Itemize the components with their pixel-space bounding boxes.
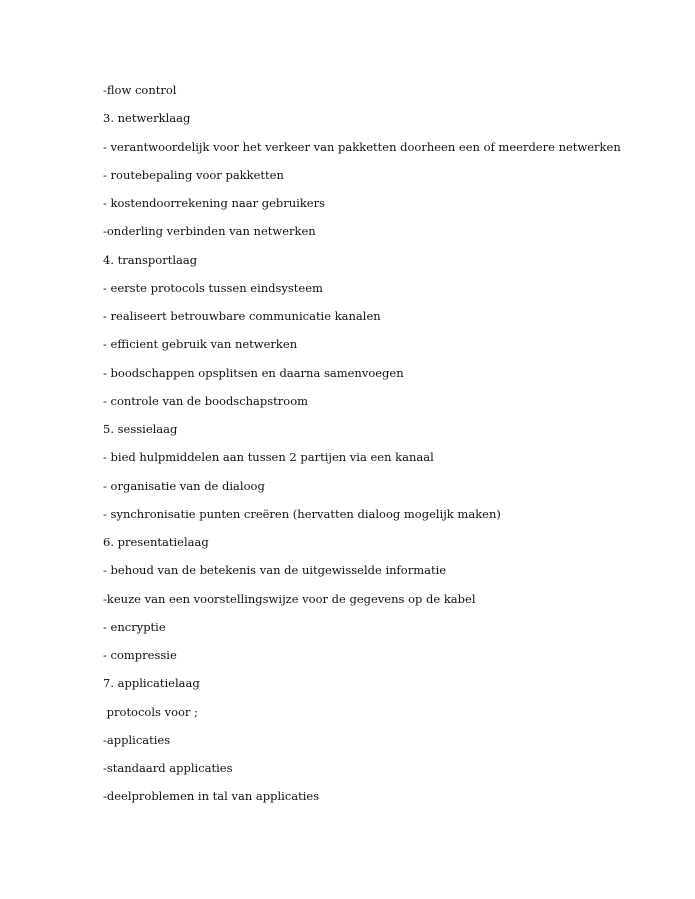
text-line: -flow control (103, 83, 177, 97)
text-line: - boodschappen opsplitsen en daarna samenvoegen (103, 365, 404, 380)
section-heading: 5. sessielaag (103, 422, 178, 436)
text-line: - bied hulpmiddelen aan tussen 2 partijen via een kanaal (103, 450, 434, 465)
text-line: - behoud van de betekenis van de uitgewisselde informatie (103, 563, 447, 578)
text-line: - verantwoordelijk voor het verkeer van pakketten doorheen een of meerdere netwerken (103, 139, 621, 154)
text-line: -deelproblemen in tal van applicaties (103, 789, 320, 804)
text-line: - kostendoorrekening naar gebruikers (103, 196, 326, 210)
text-line: - controle van de boodschapstroom (103, 393, 309, 408)
text-line: - efficient gebruik van netwerken (103, 337, 298, 352)
text-line: -keuze van een voorstellingswijze voor de gegevens op de kabel (103, 591, 476, 606)
section-heading: 4. transportlaag (103, 252, 198, 267)
section-heading: 6. presentatielaag (103, 535, 209, 549)
text-line: - synchronisatie punten creëren (hervatten dialoog mogelijk maken) (103, 506, 501, 521)
text-line: - eerste protocols tussen eindsysteem (103, 280, 323, 295)
text-line: - routebepaling voor pakketten (103, 167, 284, 182)
text-line: - compressie (103, 648, 177, 662)
text-line: - encryptie (103, 619, 166, 634)
text-line: -standaard applicaties (103, 761, 233, 775)
text-line: - realiseert betrouwbare communicatie kanalen (103, 309, 381, 323)
text-line: -onderling verbinden van netwerken (103, 224, 316, 239)
text-line: protocols voor ; (103, 704, 198, 719)
text-line: -applicaties (103, 732, 171, 747)
text-lines (103, 80, 663, 815)
section-heading: 7. applicatielaag (103, 676, 200, 691)
text-line: - organisatie van de dialoog (103, 478, 265, 493)
section-heading: 3. netwerklaag (103, 111, 191, 126)
